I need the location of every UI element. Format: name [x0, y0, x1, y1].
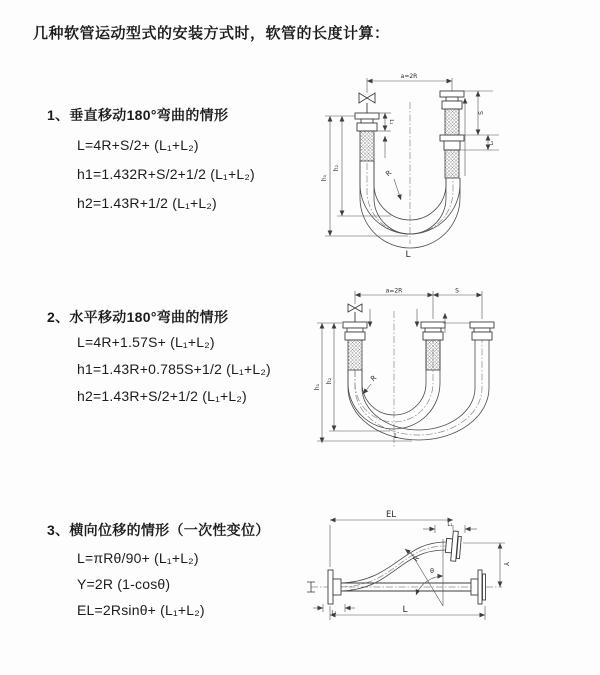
dim-label-r: R	[384, 168, 394, 179]
section1-formula-h1: h1=1.432R+S/2+1/2 (L₁+L₂)	[77, 166, 255, 182]
dim-label-l2: L₂	[489, 140, 495, 146]
dim-label-r: R	[411, 554, 422, 564]
dim-label-h2: h₂	[326, 377, 333, 385]
dim-label-l1: L₁	[388, 119, 394, 125]
dim-label-s: S	[478, 111, 485, 115]
dim-label-h1: h₁	[314, 383, 321, 391]
dim-label-l1-top: L₁	[447, 522, 453, 528]
upper-flange	[445, 530, 462, 561]
dim-label-h2: h₂	[333, 164, 340, 172]
dim-label-a2r: a=2R	[385, 287, 403, 295]
section2-heading: 2、水平移动180°弯曲的情形	[47, 309, 229, 325]
section3-formula-EL: EL=2Rsinθ+ (L₁+L₂)	[77, 602, 205, 618]
diagram-lateral-displacement	[295, 503, 595, 653]
page-title: 几种软管运动型式的安装方式时，软管的长度计算：	[33, 25, 390, 42]
section1-formula-h2: h2=1.43R+1/2 (L₁+L₂)	[77, 195, 217, 211]
section2-formula-h1: h1=1.43R+0.785S+1/2 (L₁+L₂)	[77, 361, 271, 377]
dim-label-a2r: a=2R	[400, 73, 418, 80]
dimension-lines	[317, 291, 482, 443]
valve-icon	[359, 93, 375, 113]
hose-u-bends	[348, 340, 489, 440]
dim-label-s: S	[455, 287, 459, 295]
section3-formula-L: L=πRθ/90+ (L₁+L₂)	[77, 550, 199, 566]
dim-label-l: L	[402, 605, 408, 615]
section2-formula-h2: h2=1.43R+S/2+1/2 (L₁+L₂)	[77, 388, 247, 404]
dim-label-theta: θ	[430, 567, 434, 575]
dim-label-y: Y	[502, 561, 510, 567]
dim-label-r: R	[369, 373, 379, 384]
dim-label-l: L	[405, 250, 411, 260]
section3-formula-Y: Y=2R (1-cosθ)	[77, 576, 171, 592]
section3-heading: 3、横向位移的情形（一次性变位）	[47, 522, 270, 538]
diagram-vertical-180-bend	[295, 66, 550, 262]
dim-label-h1: h₁	[321, 174, 328, 182]
centerlines	[367, 102, 453, 244]
section2-formula-L: L=4R+1.57S+ (L₁+L₂)	[77, 334, 215, 350]
section1-formula-L: L=4R+S/2+ (L₁+L₂)	[77, 137, 199, 153]
dim-label-l1-bottom: L₁	[331, 610, 337, 616]
pipe-fittings	[343, 322, 494, 340]
dim-label-l: L	[394, 432, 398, 440]
dim-label-el: EL	[385, 510, 397, 520]
section1-heading: 1、垂直移动180°弯曲的情形	[47, 107, 229, 123]
valve-icon	[348, 304, 362, 322]
diagram-horizontal-180-bend	[300, 283, 560, 468]
dimension-lines	[313, 520, 505, 620]
dimension-lines	[325, 78, 499, 236]
